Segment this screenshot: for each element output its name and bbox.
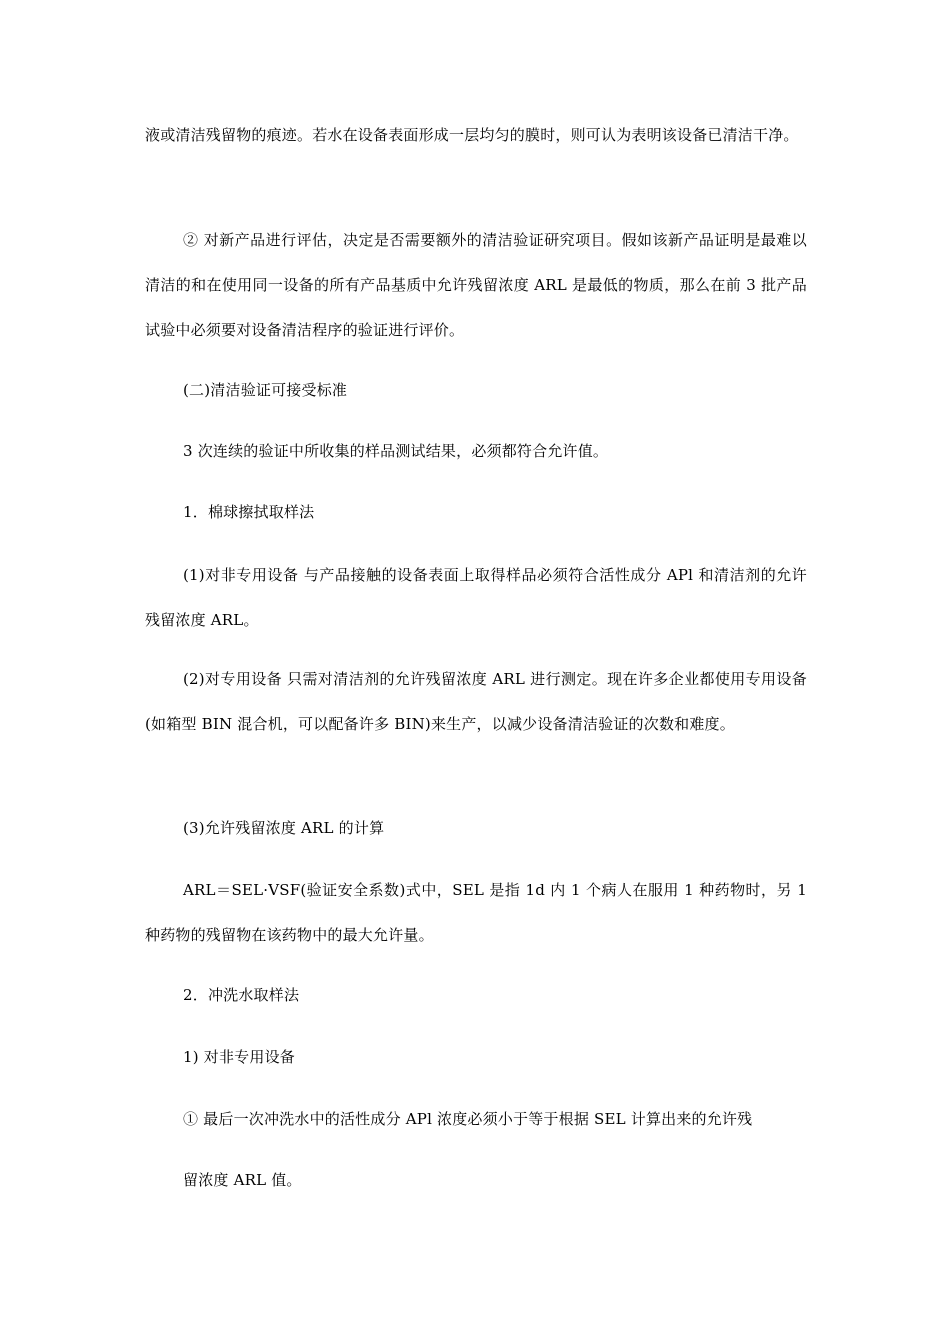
paragraph-three-runs: 3 次连续的验证中所收集的样品测试结果，必须都符合允许值。 bbox=[183, 442, 609, 460]
paragraph-arl-formula: ARL＝SEL·VSF(验证安全系数)式中，SEL 是指 1d 内 1 个病人在服用 1 种药物时，另 1 种药物的残留物在该药物中的最大允许量。 bbox=[145, 881, 807, 944]
paragraph-final-rinse-api: ① 最后一次冲洗水中的活性成分 APl 浓度必须小于等于根据 SEL 计算出来的允许残 bbox=[183, 1110, 753, 1128]
paragraph-non-dedicated-equipment: (1)对非专用设备 与产品接触的设备表面上取得样品必须符合活性成分 APl 和清洁剂的允许残留浓度 ARL。 bbox=[145, 566, 807, 629]
paragraph-arl-calculation: (3)允许残留浓度 ARL 的计算 bbox=[183, 819, 385, 837]
subheading-non-dedicated: 1) 对非专用设备 bbox=[183, 1048, 295, 1066]
paragraph-dedicated-equipment: (2)对专用设备 只需对清洁剂的允许残留浓度 ARL 进行测定。现在许多企业都使用专用设备(如箱型 BIN 混合机，可以配备许多 BIN)来生产，以减少设备清洁验证的次数和难度。 bbox=[145, 670, 807, 733]
paragraph-new-product-evaluation: ② 对新产品进行评估，决定是否需要额外的清洁验证研究项目。假如该新产品证明是最难以清洁的和在使用同一设备的所有产品基质中允许残留浓度 ARL 是最低的物质，那么在前 3 批产品试验中必须要对设备清洁程序的验证进行评价。 bbox=[145, 231, 807, 339]
subheading-rinse-sampling: 2．冲洗水取样法 bbox=[183, 986, 300, 1004]
section-heading-acceptance-criteria: (二)清洁验证可接受标准 bbox=[183, 381, 348, 399]
paragraph-final-rinse-api-continued: 留浓度 ARL 值。 bbox=[183, 1171, 302, 1189]
paragraph-residue-film: 液或清洁残留物的痕迹。若水在设备表面形成一层均匀的膜时，则可认为表明该设备已清洁干净。 bbox=[145, 126, 799, 144]
subheading-swab-sampling: 1．棉球擦拭取样法 bbox=[183, 503, 315, 521]
